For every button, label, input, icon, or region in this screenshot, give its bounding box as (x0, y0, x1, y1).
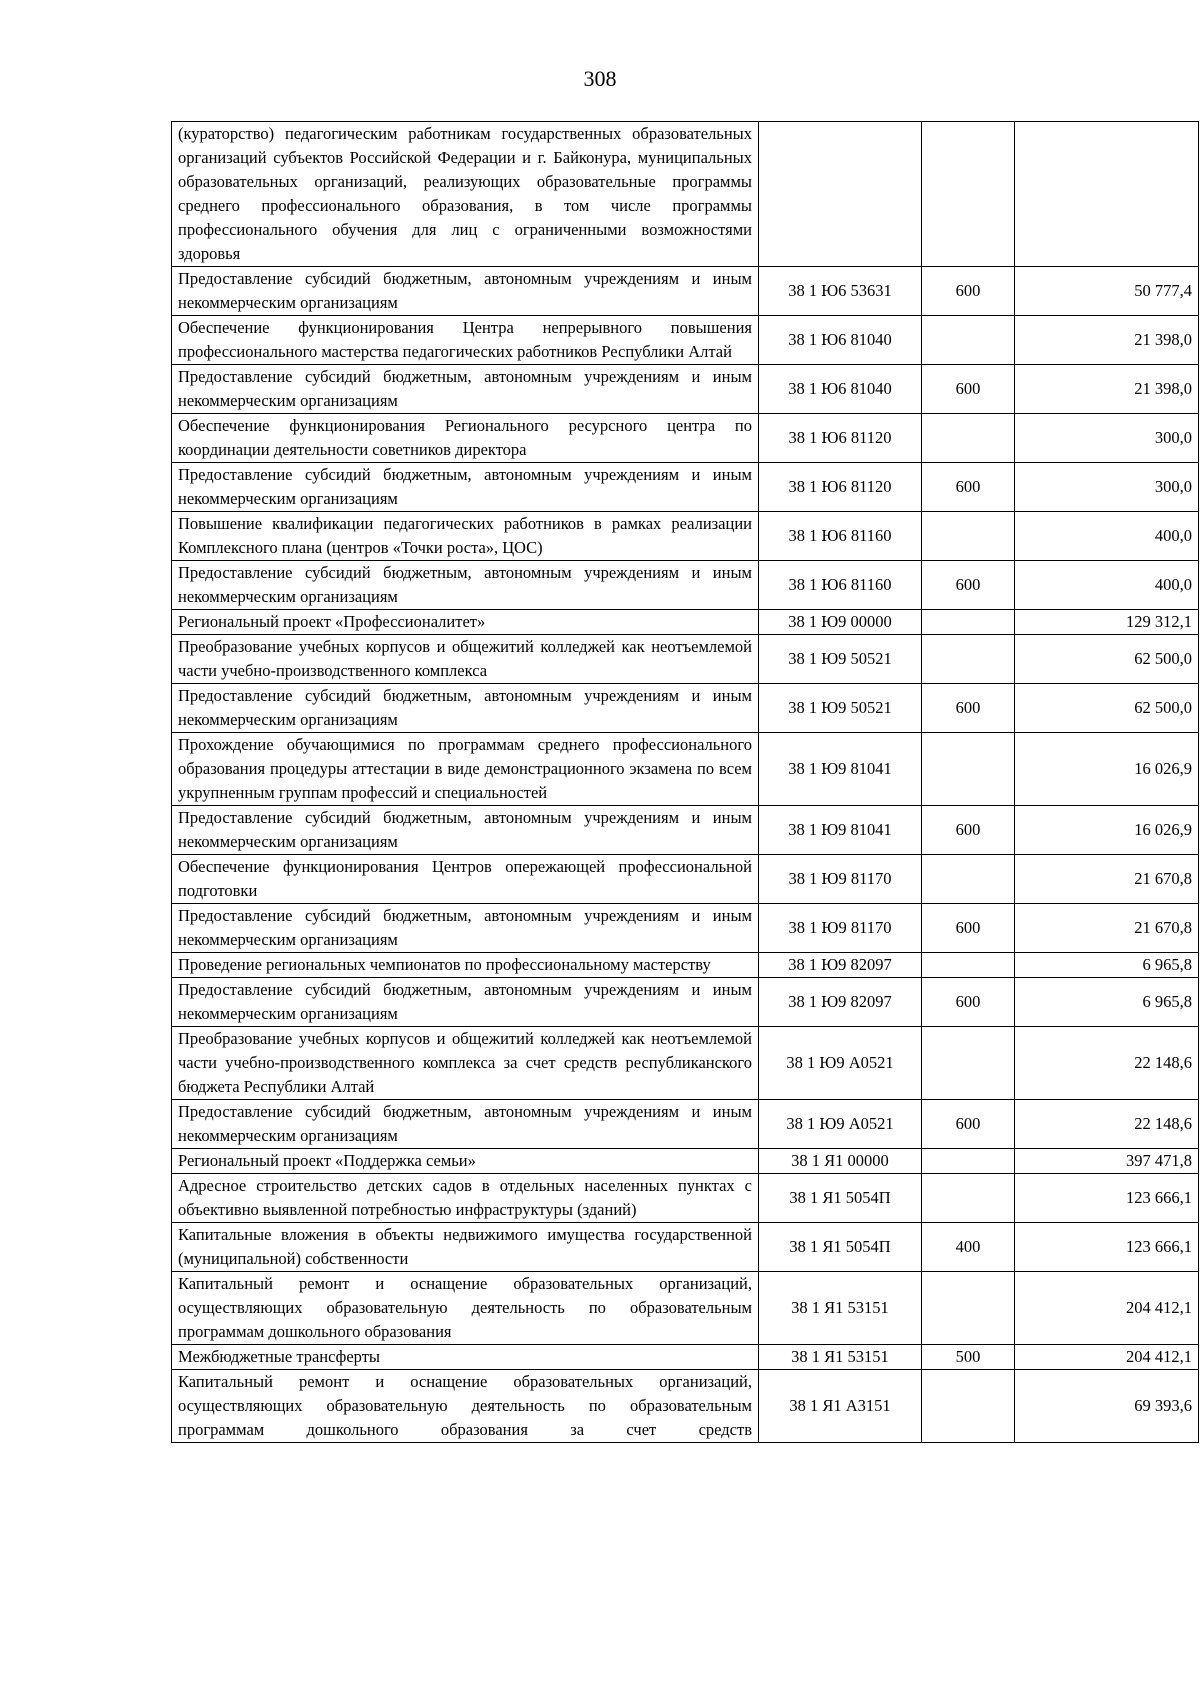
row-sum-cell: 21 670,8 (1015, 904, 1199, 953)
row-name-cell: Региональный проект «Поддержка семьи» (172, 1149, 759, 1174)
row-name-cell: Предоставление субсидий бюджетным, автономным учреждениям и иным некоммерческим организациям (172, 1100, 759, 1149)
row-sum-cell: 129 312,1 (1015, 610, 1199, 635)
row-sum-cell: 6 965,8 (1015, 953, 1199, 978)
row-type-cell (922, 1174, 1015, 1223)
table-row (172, 1174, 1199, 1223)
row-type-cell (922, 1149, 1015, 1174)
table-row (172, 733, 1199, 806)
row-name-cell: Межбюджетные трансферты (172, 1345, 759, 1370)
row-name-cell: Предоставление субсидий бюджетным, автономным учреждениям и иным некоммерческим организациям (172, 267, 759, 316)
row-name-cell: Обеспечение функционирования Центра непрерывного повышения профессионального мастерства педагогических работников Республики Алтай (172, 316, 759, 365)
row-sum-cell: 300,0 (1015, 414, 1199, 463)
table-row (172, 953, 1199, 978)
table-row (172, 1345, 1199, 1370)
budget-table (171, 121, 1199, 1443)
row-type-cell: 600 (922, 561, 1015, 610)
row-sum-cell: 300,0 (1015, 463, 1199, 512)
row-code-cell: 38 1 Ю9 А0521 (759, 1027, 922, 1100)
row-code-cell: 38 1 Я1 5054П (759, 1174, 922, 1223)
row-code-cell: 38 1 Ю9 50521 (759, 684, 922, 733)
row-sum-cell: 123 666,1 (1015, 1223, 1199, 1272)
row-code-cell: 38 1 Я1 53151 (759, 1272, 922, 1345)
row-type-cell (922, 512, 1015, 561)
row-type-cell: 600 (922, 978, 1015, 1027)
row-name-cell: Предоставление субсидий бюджетным, автономным учреждениям и иным некоммерческим организациям (172, 561, 759, 610)
table-row (172, 904, 1199, 953)
row-code-cell: 38 1 Я1 А3151 (759, 1370, 922, 1443)
row-name-cell: Предоставление субсидий бюджетным, автономным учреждениям и иным некоммерческим организациям (172, 463, 759, 512)
row-code-cell: 38 1 Я1 5054П (759, 1223, 922, 1272)
row-code-cell (759, 122, 922, 267)
row-name-cell: Обеспечение функционирования Центров опережающей профессиональной подготовки (172, 855, 759, 904)
row-code-cell: 38 1 Ю9 82097 (759, 978, 922, 1027)
row-name-cell: Преобразование учебных корпусов и общежитий колледжей как неотъемлемой части учебно-производственного комплекса за счет средств республиканского бюджета Республики Алтай (172, 1027, 759, 1100)
row-code-cell: 38 1 Я1 00000 (759, 1149, 922, 1174)
row-type-cell: 600 (922, 684, 1015, 733)
row-sum-cell: 400,0 (1015, 512, 1199, 561)
table-body (172, 122, 1199, 1443)
row-sum-cell: 16 026,9 (1015, 733, 1199, 806)
row-code-cell: 38 1 Ю6 81160 (759, 561, 922, 610)
table-row (172, 855, 1199, 904)
row-type-cell: 600 (922, 267, 1015, 316)
row-type-cell (922, 122, 1015, 267)
row-type-cell (922, 953, 1015, 978)
row-name-cell: Предоставление субсидий бюджетным, автономным учреждениям и иным некоммерческим организациям (172, 806, 759, 855)
row-sum-cell: 204 412,1 (1015, 1272, 1199, 1345)
table-row (172, 122, 1199, 267)
table-row (172, 635, 1199, 684)
row-sum-cell: 62 500,0 (1015, 684, 1199, 733)
row-type-cell: 600 (922, 463, 1015, 512)
row-type-cell: 600 (922, 806, 1015, 855)
row-code-cell: 38 1 Ю9 81041 (759, 733, 922, 806)
row-sum-cell: 69 393,6 (1015, 1370, 1199, 1443)
row-type-cell (922, 635, 1015, 684)
row-sum-cell: 16 026,9 (1015, 806, 1199, 855)
row-name-cell: Прохождение обучающимися по программам среднего профессионального образования процедуры аттестации в виде демонстрационного экзамена по всем укрупненным группам профессий и специальностей (172, 733, 759, 806)
row-type-cell: 600 (922, 904, 1015, 953)
page-number: 308 (583, 66, 617, 91)
row-name-cell: Предоставление субсидий бюджетным, автономным учреждениям и иным некоммерческим организациям (172, 904, 759, 953)
row-type-cell (922, 1272, 1015, 1345)
row-code-cell: 38 1 Ю9 50521 (759, 635, 922, 684)
row-type-cell (922, 1370, 1015, 1443)
row-code-cell: 38 1 Ю6 81040 (759, 365, 922, 414)
table-row (172, 463, 1199, 512)
row-sum-cell: 21 398,0 (1015, 365, 1199, 414)
table-row (172, 414, 1199, 463)
table-row (172, 610, 1199, 635)
row-type-cell (922, 316, 1015, 365)
row-name-cell: Предоставление субсидий бюджетным, автономным учреждениям и иным некоммерческим организациям (172, 684, 759, 733)
row-name-cell: Предоставление субсидий бюджетным, автономным учреждениям и иным некоммерческим организациям (172, 978, 759, 1027)
row-sum-cell: 62 500,0 (1015, 635, 1199, 684)
row-code-cell: 38 1 Ю9 А0521 (759, 1100, 922, 1149)
table-row (172, 316, 1199, 365)
row-name-cell: (кураторство) педагогическим работникам государственных образовательных организаций субъектов Российской Федерации и г. Байконура, муниципальных образовательных организаций, реализующих образовательные программы среднего профессионального образования, в том числе программы профессионального обучения для лиц с ограниченными возможностями здоровья (172, 122, 759, 267)
row-name-cell: Повышение квалификации педагогических работников в рамках реализации Комплексного плана (центров «Точки роста», ЦОС) (172, 512, 759, 561)
table-row (172, 512, 1199, 561)
row-name-cell: Капитальный ремонт и оснащение образовательных организаций, осуществляющих образовательную деятельность по образовательным программам дошкольного образования (172, 1272, 759, 1345)
row-code-cell: 38 1 Ю9 00000 (759, 610, 922, 635)
row-code-cell: 38 1 Я1 53151 (759, 1345, 922, 1370)
row-sum-cell: 50 777,4 (1015, 267, 1199, 316)
row-sum-cell: 6 965,8 (1015, 978, 1199, 1027)
row-type-cell: 600 (922, 365, 1015, 414)
row-code-cell: 38 1 Ю6 53631 (759, 267, 922, 316)
table-row (172, 561, 1199, 610)
row-sum-cell: 397 471,8 (1015, 1149, 1199, 1174)
row-sum-cell: 21 398,0 (1015, 316, 1199, 365)
row-type-cell (922, 733, 1015, 806)
row-code-cell: 38 1 Ю9 81170 (759, 855, 922, 904)
row-sum-cell: 123 666,1 (1015, 1174, 1199, 1223)
table-row (172, 1027, 1199, 1100)
row-name-cell: Региональный проект «Профессионалитет» (172, 610, 759, 635)
row-type-cell: 500 (922, 1345, 1015, 1370)
row-code-cell: 38 1 Ю9 81041 (759, 806, 922, 855)
table-row (172, 806, 1199, 855)
row-sum-cell: 22 148,6 (1015, 1100, 1199, 1149)
row-sum-cell: 400,0 (1015, 561, 1199, 610)
row-type-cell (922, 414, 1015, 463)
row-code-cell: 38 1 Ю9 82097 (759, 953, 922, 978)
row-code-cell: 38 1 Ю6 81160 (759, 512, 922, 561)
row-code-cell: 38 1 Ю6 81040 (759, 316, 922, 365)
table-row (172, 1370, 1199, 1443)
row-type-cell (922, 1027, 1015, 1100)
table-row (172, 1223, 1199, 1272)
table-row (172, 1149, 1199, 1174)
row-type-cell (922, 610, 1015, 635)
row-name-cell: Адресное строительство детских садов в отдельных населенных пунктах с объективно выявленной потребностью инфраструктуры (зданий) (172, 1174, 759, 1223)
table-row (172, 1100, 1199, 1149)
row-sum-cell: 21 670,8 (1015, 855, 1199, 904)
row-type-cell: 600 (922, 1100, 1015, 1149)
row-name-cell: Проведение региональных чемпионатов по профессиональному мастерству (172, 953, 759, 978)
row-code-cell: 38 1 Ю9 81170 (759, 904, 922, 953)
table-row (172, 267, 1199, 316)
row-name-cell: Капитальный ремонт и оснащение образовательных организаций, осуществляющих образовательную деятельность по образовательным программам дошкольного образования за счет средств (172, 1370, 759, 1443)
row-code-cell: 38 1 Ю6 81120 (759, 414, 922, 463)
row-sum-cell: 204 412,1 (1015, 1345, 1199, 1370)
row-sum-cell (1015, 122, 1199, 267)
row-type-cell (922, 855, 1015, 904)
row-name-cell: Преобразование учебных корпусов и общежитий колледжей как неотъемлемой части учебно-производственного комплекса (172, 635, 759, 684)
row-name-cell: Обеспечение функционирования Регионального ресурсного центра по координации деятельности советников директора (172, 414, 759, 463)
row-code-cell: 38 1 Ю6 81120 (759, 463, 922, 512)
table-row (172, 365, 1199, 414)
table-row (172, 684, 1199, 733)
table-row (172, 1272, 1199, 1345)
row-name-cell: Предоставление субсидий бюджетным, автономным учреждениям и иным некоммерческим организациям (172, 365, 759, 414)
row-type-cell: 400 (922, 1223, 1015, 1272)
row-name-cell: Капитальные вложения в объекты недвижимого имущества государственной (муниципальной) собственности (172, 1223, 759, 1272)
row-sum-cell: 22 148,6 (1015, 1027, 1199, 1100)
table-row (172, 978, 1199, 1027)
